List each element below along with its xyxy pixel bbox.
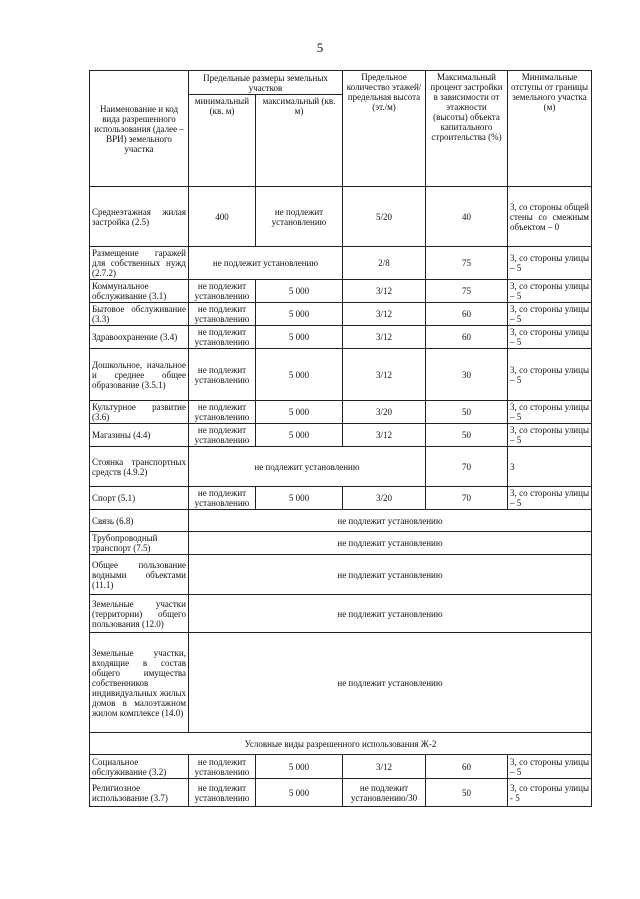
row-min: не подлежит установлению	[189, 779, 256, 807]
row-value-merged: не подлежит установлению	[189, 595, 592, 633]
row-setback: 3, со стороны общей стены со смежным объектом – 0	[508, 187, 592, 247]
row-setback: 3	[508, 447, 592, 487]
table-row	[90, 487, 592, 510]
row-percent: 75	[426, 247, 508, 280]
row-percent: 40	[426, 187, 508, 247]
header-percent: Максимальный процент застройки в зависимости от этажности (высоты) объекта капитального строительства (%)	[426, 71, 508, 187]
row-percent: 75	[426, 280, 508, 303]
row-floors: 5/20	[343, 187, 426, 247]
row-name: Спорт (5.1)	[90, 487, 189, 510]
header-name: Наименование и код вида разрешенного использования (далее – ВРИ) земельного участка	[90, 71, 189, 187]
row-max: 5 000	[256, 280, 343, 303]
row-name: Дошкольное, начальное и среднее общее образование (3.5.1)	[90, 349, 189, 401]
row-name: Стоянка транспортных средств (4.9.2)	[90, 447, 189, 487]
row-setback: 3, со стороны улицы – 5	[508, 280, 592, 303]
table-row	[90, 447, 592, 487]
row-min: не подлежит установлению	[189, 349, 256, 401]
row-setback: 3, со стороны улицы – 5	[508, 326, 592, 349]
row-floors: 3/12	[343, 755, 426, 779]
section-title: Условные виды разрешенного использования Ж-2	[90, 733, 592, 755]
row-name: Среднеэтажная жилая застройка (2.5)	[90, 187, 189, 247]
row-max: не подлежит установлению	[256, 187, 343, 247]
row-min: не подлежит установлению	[189, 303, 256, 326]
row-percent: 50	[426, 401, 508, 424]
zoning-table	[89, 70, 592, 807]
row-max: 5 000	[256, 779, 343, 807]
table-row	[90, 187, 592, 247]
table-row	[90, 555, 592, 595]
page-number: 5	[316, 40, 324, 55]
table-row	[90, 349, 592, 401]
row-name: Земельные участки, входящие в состав общего имущества собственников индивидуальных жилых домов в малоэтажном жилом комплексе (14.0)	[90, 633, 189, 733]
row-floors: 2/8	[343, 247, 426, 280]
row-percent: 60	[426, 326, 508, 349]
table-row	[90, 779, 592, 807]
row-percent: 70	[426, 447, 508, 487]
row-max: 5 000	[256, 349, 343, 401]
row-floors: не подлежит установлению/30	[343, 779, 426, 807]
table-row	[90, 247, 592, 280]
header-setback: Минимальные отступы от границы земельного участка (м)	[508, 71, 592, 187]
table-row	[90, 424, 592, 447]
header-floors: Предельное количество этажей/предельная высота (эт./м)	[343, 71, 426, 187]
table-row	[90, 633, 592, 733]
row-setback: 3, со стороны улицы – 5	[508, 755, 592, 779]
row-setback: 3, со стороны улицы - 5	[508, 779, 592, 807]
row-percent: 60	[426, 303, 508, 326]
row-name: Магазины (4.4)	[90, 424, 189, 447]
row-name: Социальное обслуживание (3.2)	[90, 755, 189, 779]
row-floors: 3/12	[343, 349, 426, 401]
row-name: Трубопроводный транспорт (7.5)	[90, 532, 189, 555]
row-max: 5 000	[256, 424, 343, 447]
row-setback: 3, со стороны улицы – 5	[508, 487, 592, 510]
row-name: Связь (6.8)	[90, 510, 189, 532]
row-setback: 3, со стороны улицы – 5	[508, 424, 592, 447]
row-name: Бытовое обслуживание (3.3)	[90, 303, 189, 326]
table-row	[90, 532, 592, 555]
table-row	[90, 303, 592, 326]
row-name: Коммунальное обслуживание (3.1)	[90, 280, 189, 303]
row-size-merged: не подлежит установлению	[189, 247, 343, 280]
row-percent: 70	[426, 487, 508, 510]
header-sizes: Предельные размеры земельных участков	[189, 71, 343, 95]
row-value-merged: не подлежит установлению	[189, 532, 592, 555]
table-row	[90, 510, 592, 532]
table-row	[90, 280, 592, 303]
row-setback: 3, со стороны улицы – 5	[508, 303, 592, 326]
row-max: 5 000	[256, 755, 343, 779]
row-setback: 3, со стороны улицы – 5	[508, 349, 592, 401]
row-name: Размещение гаражей для собственных нужд (2.7.2)	[90, 247, 189, 280]
row-percent: 50	[426, 779, 508, 807]
row-name: Религиозное использование (3.7)	[90, 779, 189, 807]
row-setback: 3, со стороны улицы – 5	[508, 247, 592, 280]
row-percent: 50	[426, 424, 508, 447]
row-floors: 3/12	[343, 303, 426, 326]
table-body-conditional	[90, 755, 592, 807]
row-value-merged: не подлежит установлению	[189, 510, 592, 532]
row-min: не подлежит установлению	[189, 280, 256, 303]
header-min: минимальный (кв. м)	[189, 95, 256, 187]
header-max: максимальный (кв. м)	[256, 95, 343, 187]
row-value-merged: не подлежит установлению	[189, 555, 592, 595]
row-value-merged: не подлежит установлению	[189, 633, 592, 733]
row-max: 5 000	[256, 487, 343, 510]
row-min: не подлежит установлению	[189, 755, 256, 779]
row-max: 5 000	[256, 401, 343, 424]
row-percent: 60	[426, 755, 508, 779]
row-min: 400	[189, 187, 256, 247]
row-value-merged: не подлежит установлению	[189, 447, 426, 487]
row-name: Культурное развитие (3.6)	[90, 401, 189, 424]
row-max: 5 000	[256, 326, 343, 349]
table-row	[90, 595, 592, 633]
row-floors: 3/20	[343, 487, 426, 510]
row-max: 5 000	[256, 303, 343, 326]
table-row	[90, 755, 592, 779]
row-floors: 3/12	[343, 326, 426, 349]
table-body-main	[90, 187, 592, 733]
row-min: не подлежит установлению	[189, 401, 256, 424]
row-min: не подлежит установлению	[189, 424, 256, 447]
row-setback: 3, со стороны улицы – 5	[508, 401, 592, 424]
row-percent: 30	[426, 349, 508, 401]
row-floors: 3/12	[343, 424, 426, 447]
row-floors: 3/20	[343, 401, 426, 424]
row-min: не подлежит установлению	[189, 326, 256, 349]
table-row	[90, 326, 592, 349]
table-row	[90, 401, 592, 424]
row-floors: 3/12	[343, 280, 426, 303]
row-name: Земельные участки (территории) общего пользования (12.0)	[90, 595, 189, 633]
row-name: Общее пользование водными объектами (11.1)	[90, 555, 189, 595]
row-name: Здравоохранение (3.4)	[90, 326, 189, 349]
row-min: не подлежит установлению	[189, 487, 256, 510]
